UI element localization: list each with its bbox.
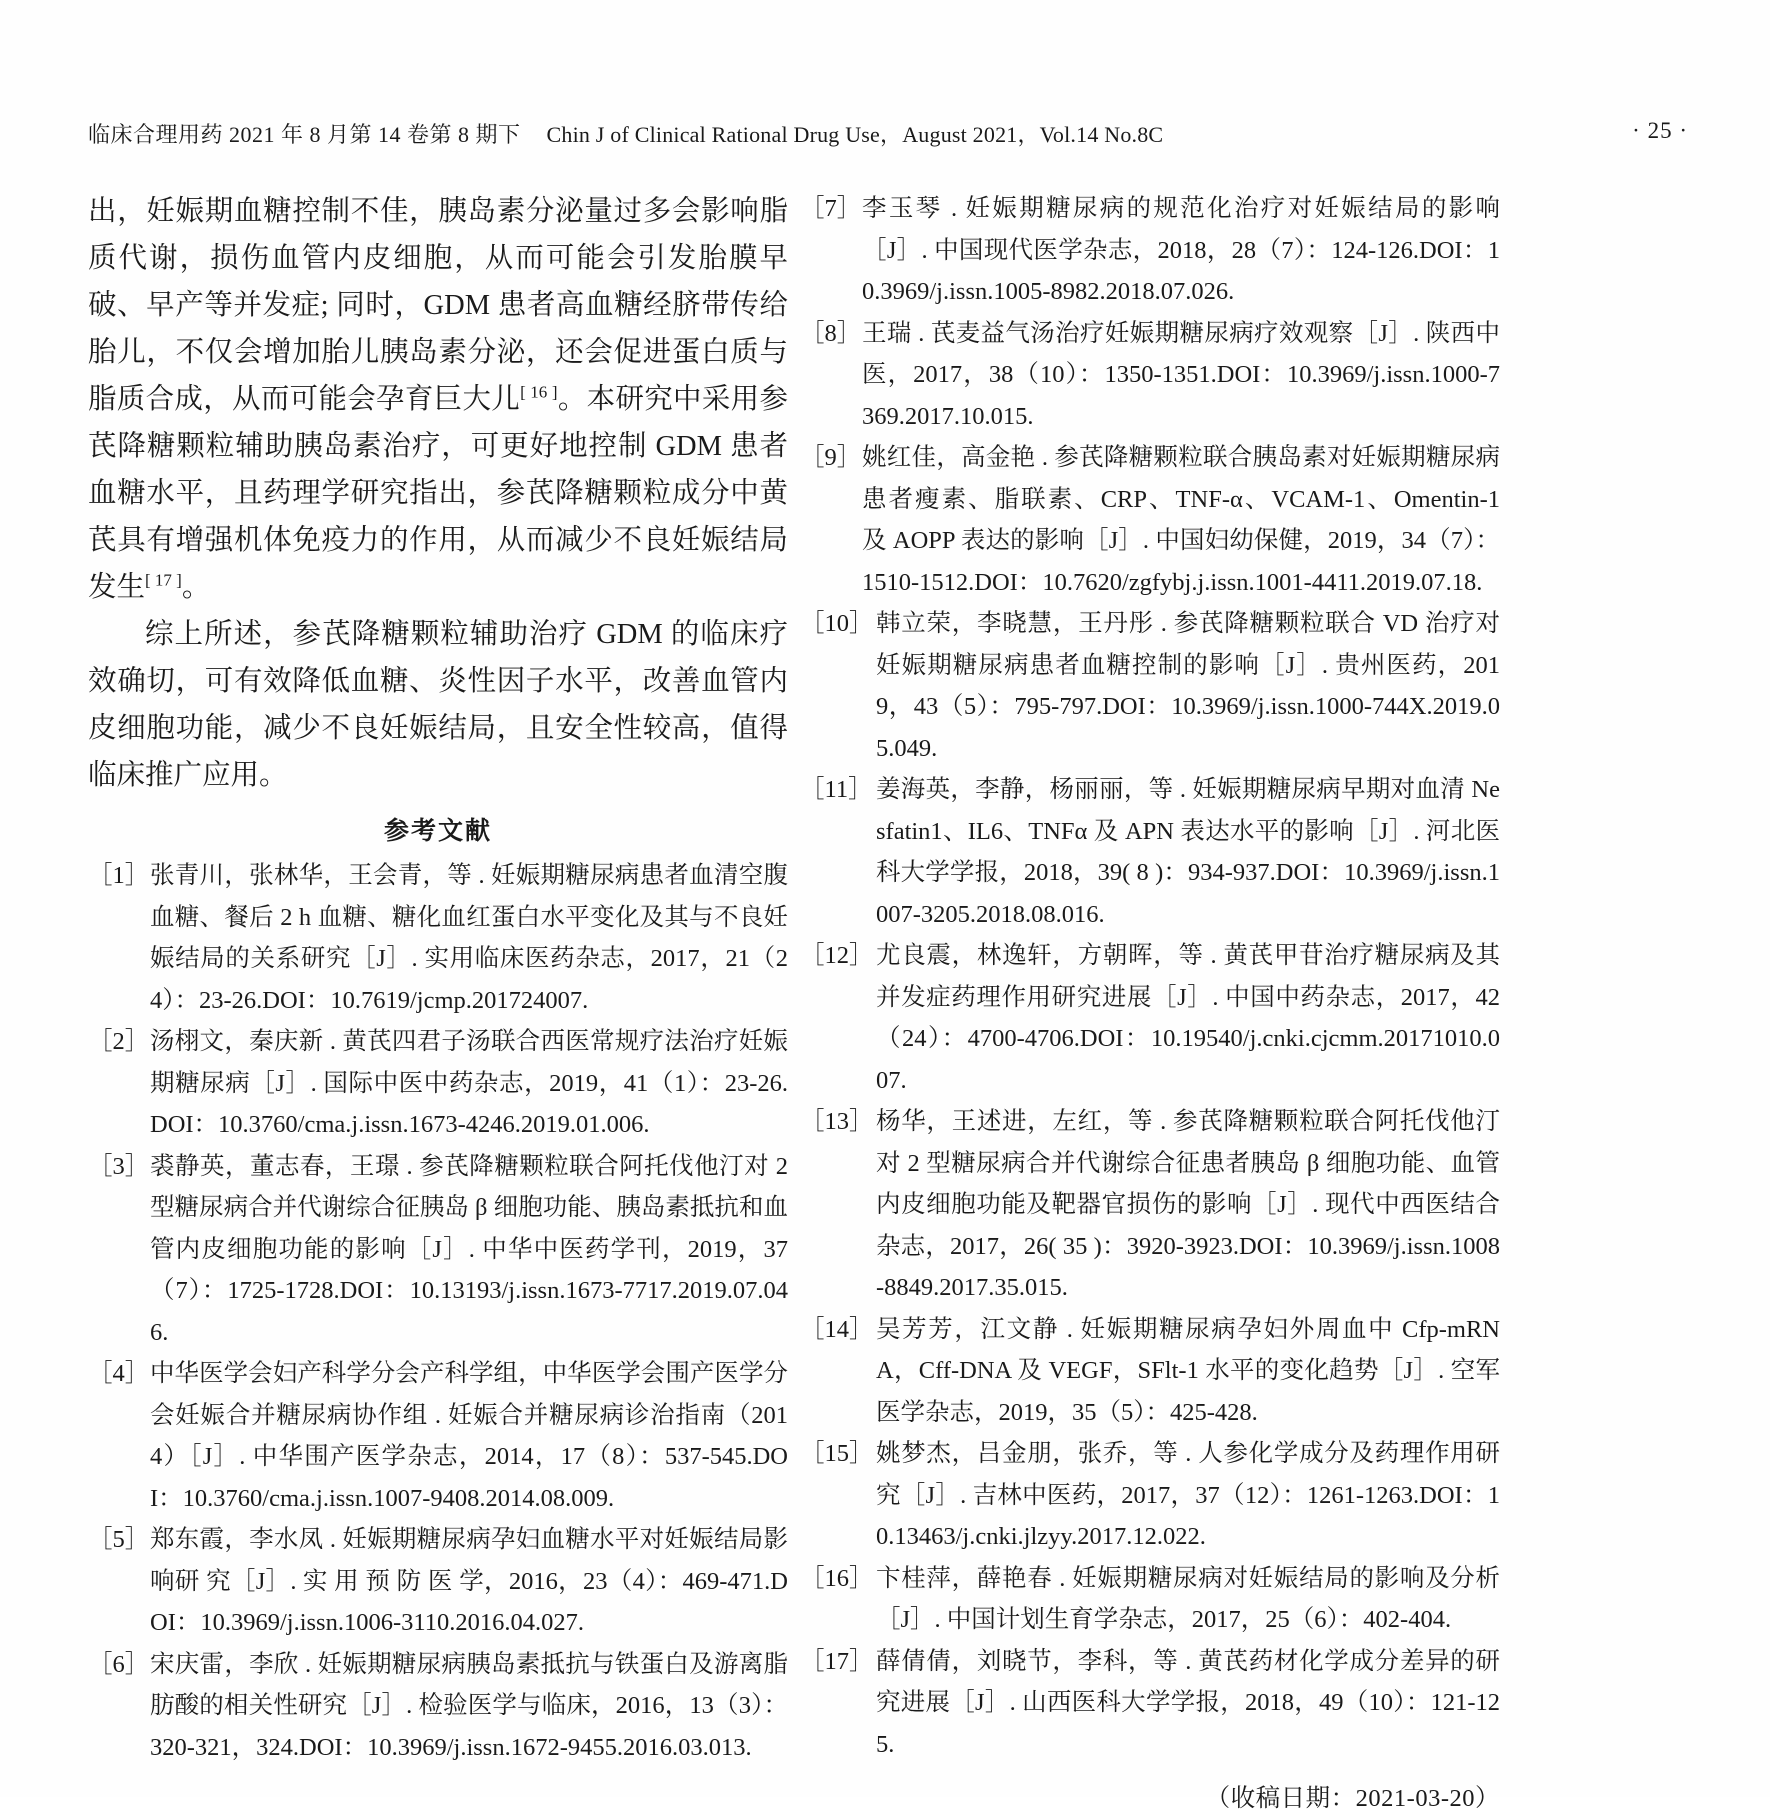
- reference-text: 卞桂萍，薛艳春 . 妊娠期糖尿病对妊娠结局的影响及分析［J］. 中国计划生育学杂志，2017，25（6）：402-404.: [876, 1564, 1500, 1633]
- reference-text: 韩立荣，李晓慧，王丹彤 . 参芪降糖颗粒联合 VD 治疗对妊娠期糖尿病患者血糖控制的影响［J］. 贵州医药，2019，43（5）：795-797.DOI：10.3969/j.issn.1000-744X.2019.05.049.: [876, 610, 1500, 762]
- reference-text: 姜海英，李静，杨丽丽，等 . 妊娠期糖尿病早期对血清 Nesfatin1、IL6、TNFα 及 APN 表达水平的影响［J］. 河北医科大学学报，2018，39( 8 )：934-937.DOI：10.3969/j.issn.1007-3205.2018.08.016.: [876, 776, 1500, 928]
- reference-number: ［12］: [800, 942, 874, 969]
- page-number: · 25 ·: [1632, 118, 1688, 143]
- reference-number: ［8］: [800, 319, 862, 347]
- reference-item: [88, 1519, 788, 1644]
- reference-number: ［3］: [88, 1152, 150, 1180]
- running-head-english: Chin J of Clinical Rational Drug Use，August 2021，Vol.14 No.8C: [546, 122, 1164, 147]
- reference-item: [88, 1644, 788, 1769]
- body-text-part-2: 。本研究中采用参芪降糖颗粒辅助胰岛素治疗，可更好地控制 GDM 患者血糖水平，且药理学研究指出，参芪降糖颗粒成分中黄芪具有增强机体免疫力的作用，从而减少不良妊娠结局发生: [88, 384, 788, 603]
- reference-number: ［17］: [800, 1647, 874, 1675]
- reference-number: ［15］: [800, 1440, 874, 1467]
- reference-text: 宋庆雷，李欣 . 妊娠期糖尿病胰岛素抵抗与铁蛋白及游离脂肪酸的相关性研究［J］. 检验医学与临床，2016，13（3）：320-321，324.DOI：10.3969/j.issn.1672-9455.2016.03.013.: [150, 1650, 788, 1761]
- running-head: [88, 118, 1688, 158]
- reference-text: 杨华，王述进，左红，等 . 参芪降糖颗粒联合阿托伐他汀对 2 型糖尿病合并代谢综合征患者胰岛 β 细胞功能、血管内皮细胞功能及靶器官损伤的影响［J］. 现代中西医结合杂志，2017，26( 35 )：3920-3923.DOI：10.3969/j.issn.1008-8849.2017.35.015.: [876, 1108, 1500, 1301]
- reference-number: ［7］: [800, 195, 862, 222]
- reference-text: 中华医学会妇产科学分会产科学组，中华医学会围产医学分会妊娠合并糖尿病协作组 . 妊娠合并糖尿病诊治指南（2014）［J］. 中华围产医学杂志，2014，17（8）：537-545.DOI：10.3760/cma.j.issn.1007-9408.2014.08.009.: [150, 1360, 788, 1512]
- reference-item: [800, 1558, 1500, 1641]
- reference-item: [800, 313, 1500, 438]
- body-paragraph-continued: [88, 188, 788, 611]
- citation-marker-17: [ 17 ]: [145, 570, 182, 590]
- reference-number: ［5］: [88, 1526, 150, 1553]
- reference-number: ［16］: [800, 1564, 874, 1592]
- reference-item: [88, 1353, 788, 1519]
- references-heading: 参考文献: [383, 817, 492, 845]
- reference-item: [88, 1146, 788, 1354]
- body-text-part-1: 出，妊娠期血糖控制不佳，胰岛素分泌量过多会影响脂质代谢，损伤血管内皮细胞，从而可能会引发胎膜早破、早产等并发症; 同时，GDM 患者高血糖经脐带传给胎儿，不仅会增加胎儿胰岛素分泌，还会促进蛋白质与脂质合成，从而可能会孕育巨大儿: [88, 196, 788, 415]
- reference-number: ［9］: [800, 444, 862, 471]
- reference-text: 姚梦杰，吕金朋，张乔，等 . 人参化学成分及药理作用研究［J］. 吉林中医药，2017，37（12）：1261-1263.DOI：10.13463/j.cnki.jlzyy.2017.12.022.: [876, 1440, 1500, 1550]
- references-list-right: [800, 188, 1500, 1765]
- reference-number: ［6］: [88, 1650, 150, 1678]
- reference-item: [800, 769, 1500, 935]
- right-column: [800, 188, 1500, 1814]
- reference-item: [800, 1309, 1500, 1434]
- reference-number: ［2］: [88, 1028, 150, 1055]
- reference-item: [88, 855, 788, 1021]
- left-column: [88, 188, 788, 1768]
- running-head-chinese: 临床合理用药 2021 年 8 月第 14 卷第 8 期下: [88, 122, 521, 147]
- references-list-left: [88, 855, 788, 1768]
- reference-number: ［4］: [88, 1360, 150, 1387]
- reference-text: 裘静英，董志春，王璟 . 参芪降糖颗粒联合阿托伐他汀对 2 型糖尿病合并代谢综合征胰岛 β 细胞功能、胰岛素抵抗和血管内皮细胞功能的影响［J］. 中华中医药学刊，2019，37（7）：1725-1728.DOI：10.13193/j.issn.1673-7717.2019.07.046.: [150, 1152, 788, 1346]
- reference-number: ［13］: [800, 1108, 874, 1135]
- reference-item: [800, 188, 1500, 313]
- reference-item: [800, 1641, 1500, 1766]
- reference-item: [800, 1101, 1500, 1309]
- conclusion-paragraph: 综上所述，参芪降糖颗粒辅助治疗 GDM 的临床疗效确切，可有效降低血糖、炎性因子水平，改善血管内皮细胞功能，减少不良妊娠结局，且安全性较高，值得临床推广应用。: [88, 619, 788, 791]
- reference-text: 张青川，张林华，王会青，等 . 妊娠期糖尿病患者血清空腹血糖、餐后 2 h 血糖、糖化血红蛋白水平变化及其与不良妊娠结局的关系研究［J］. 实用临床医药杂志，2017，21（24）：23-26.DOI：10.7619/jcmp.201724007.: [150, 862, 788, 1014]
- reference-number: ［14］: [800, 1315, 874, 1343]
- reference-text: 汤栩文，秦庆新 . 黄芪四君子汤联合西医常规疗法治疗妊娠期糖尿病［J］. 国际中医中药杂志，2019，41（1）：23-26.DOI：10.3760/cma.j.issn.1673-4246.2019.01.006.: [150, 1028, 788, 1138]
- reference-text: 尤良震，林逸轩，方朝晖，等 . 黄芪甲苷治疗糖尿病及其并发症药理作用研究进展［J］. 中国中药杂志，2017，42（24）：4700-4706.DOI：10.19540/j.cnki.cjcmm.20171010.007.: [876, 942, 1500, 1094]
- reference-text: 郑东霞，李水凤 . 妊娠期糖尿病孕妇血糖水平对妊娠结局影响研 究［J］. 实 用 预 防 医 学，2016，23（4）：469-471.DOI：10.3969/j.issn.1006-3110.2016.04.027.: [150, 1526, 788, 1636]
- received-date: （收稿日期：2021-03-20）: [1205, 1785, 1500, 1812]
- reference-item: [800, 1433, 1500, 1558]
- reference-number: ［10］: [800, 610, 874, 637]
- citation-marker-16: [ 16 ]: [520, 382, 558, 402]
- reference-item: [800, 437, 1500, 603]
- reference-text: 薛倩倩，刘晓节，李科，等 . 黄芪药材化学成分差异的研究进展［J］. 山西医科大学学报，2018，49（10）：121-125.: [876, 1647, 1500, 1758]
- reference-text: 李玉琴 . 妊娠期糖尿病的规范化治疗对妊娠结局的影响［J］. 中国现代医学杂志，2018，28（7）：124-126.DOI：10.3969/j.issn.1005-8982.2018.07.026.: [862, 195, 1500, 305]
- reference-text: 姚红佳，高金艳 . 参芪降糖颗粒联合胰岛素对妊娠期糖尿病患者瘦素、脂联素、CRP、TNF-α、VCAM-1、Omentin-1 及 AOPP 表达的影响［J］. 中国妇幼保健，2019，34（7）：1510-1512.DOI：10.7620/zgfybj.j.issn.1001-4411.2019.07.18.: [862, 444, 1500, 596]
- reference-item: [800, 603, 1500, 769]
- reference-item: [88, 1021, 788, 1146]
- two-column-body: [88, 188, 1688, 1812]
- reference-text: 吴芳芳，江文静 . 妊娠期糖尿病孕妇外周血中 Cfp-mRNA，Cff-DNA 及 VEGF，SFlt-1 水平的变化趋势［J］. 空军医学杂志，2019，35（5）：425-428.: [876, 1315, 1500, 1426]
- reference-item: [800, 935, 1500, 1101]
- reference-text: 王瑞 . 芪麦益气汤治疗妊娠期糖尿病疗效观察［J］. 陕西中医，2017，38（10）：1350-1351.DOI：10.3969/j.issn.1000-7369.2017.10.015.: [862, 319, 1500, 430]
- body-text-part-3: 。: [181, 572, 211, 603]
- reference-number: ［1］: [88, 862, 150, 889]
- reference-number: ［11］: [800, 776, 873, 803]
